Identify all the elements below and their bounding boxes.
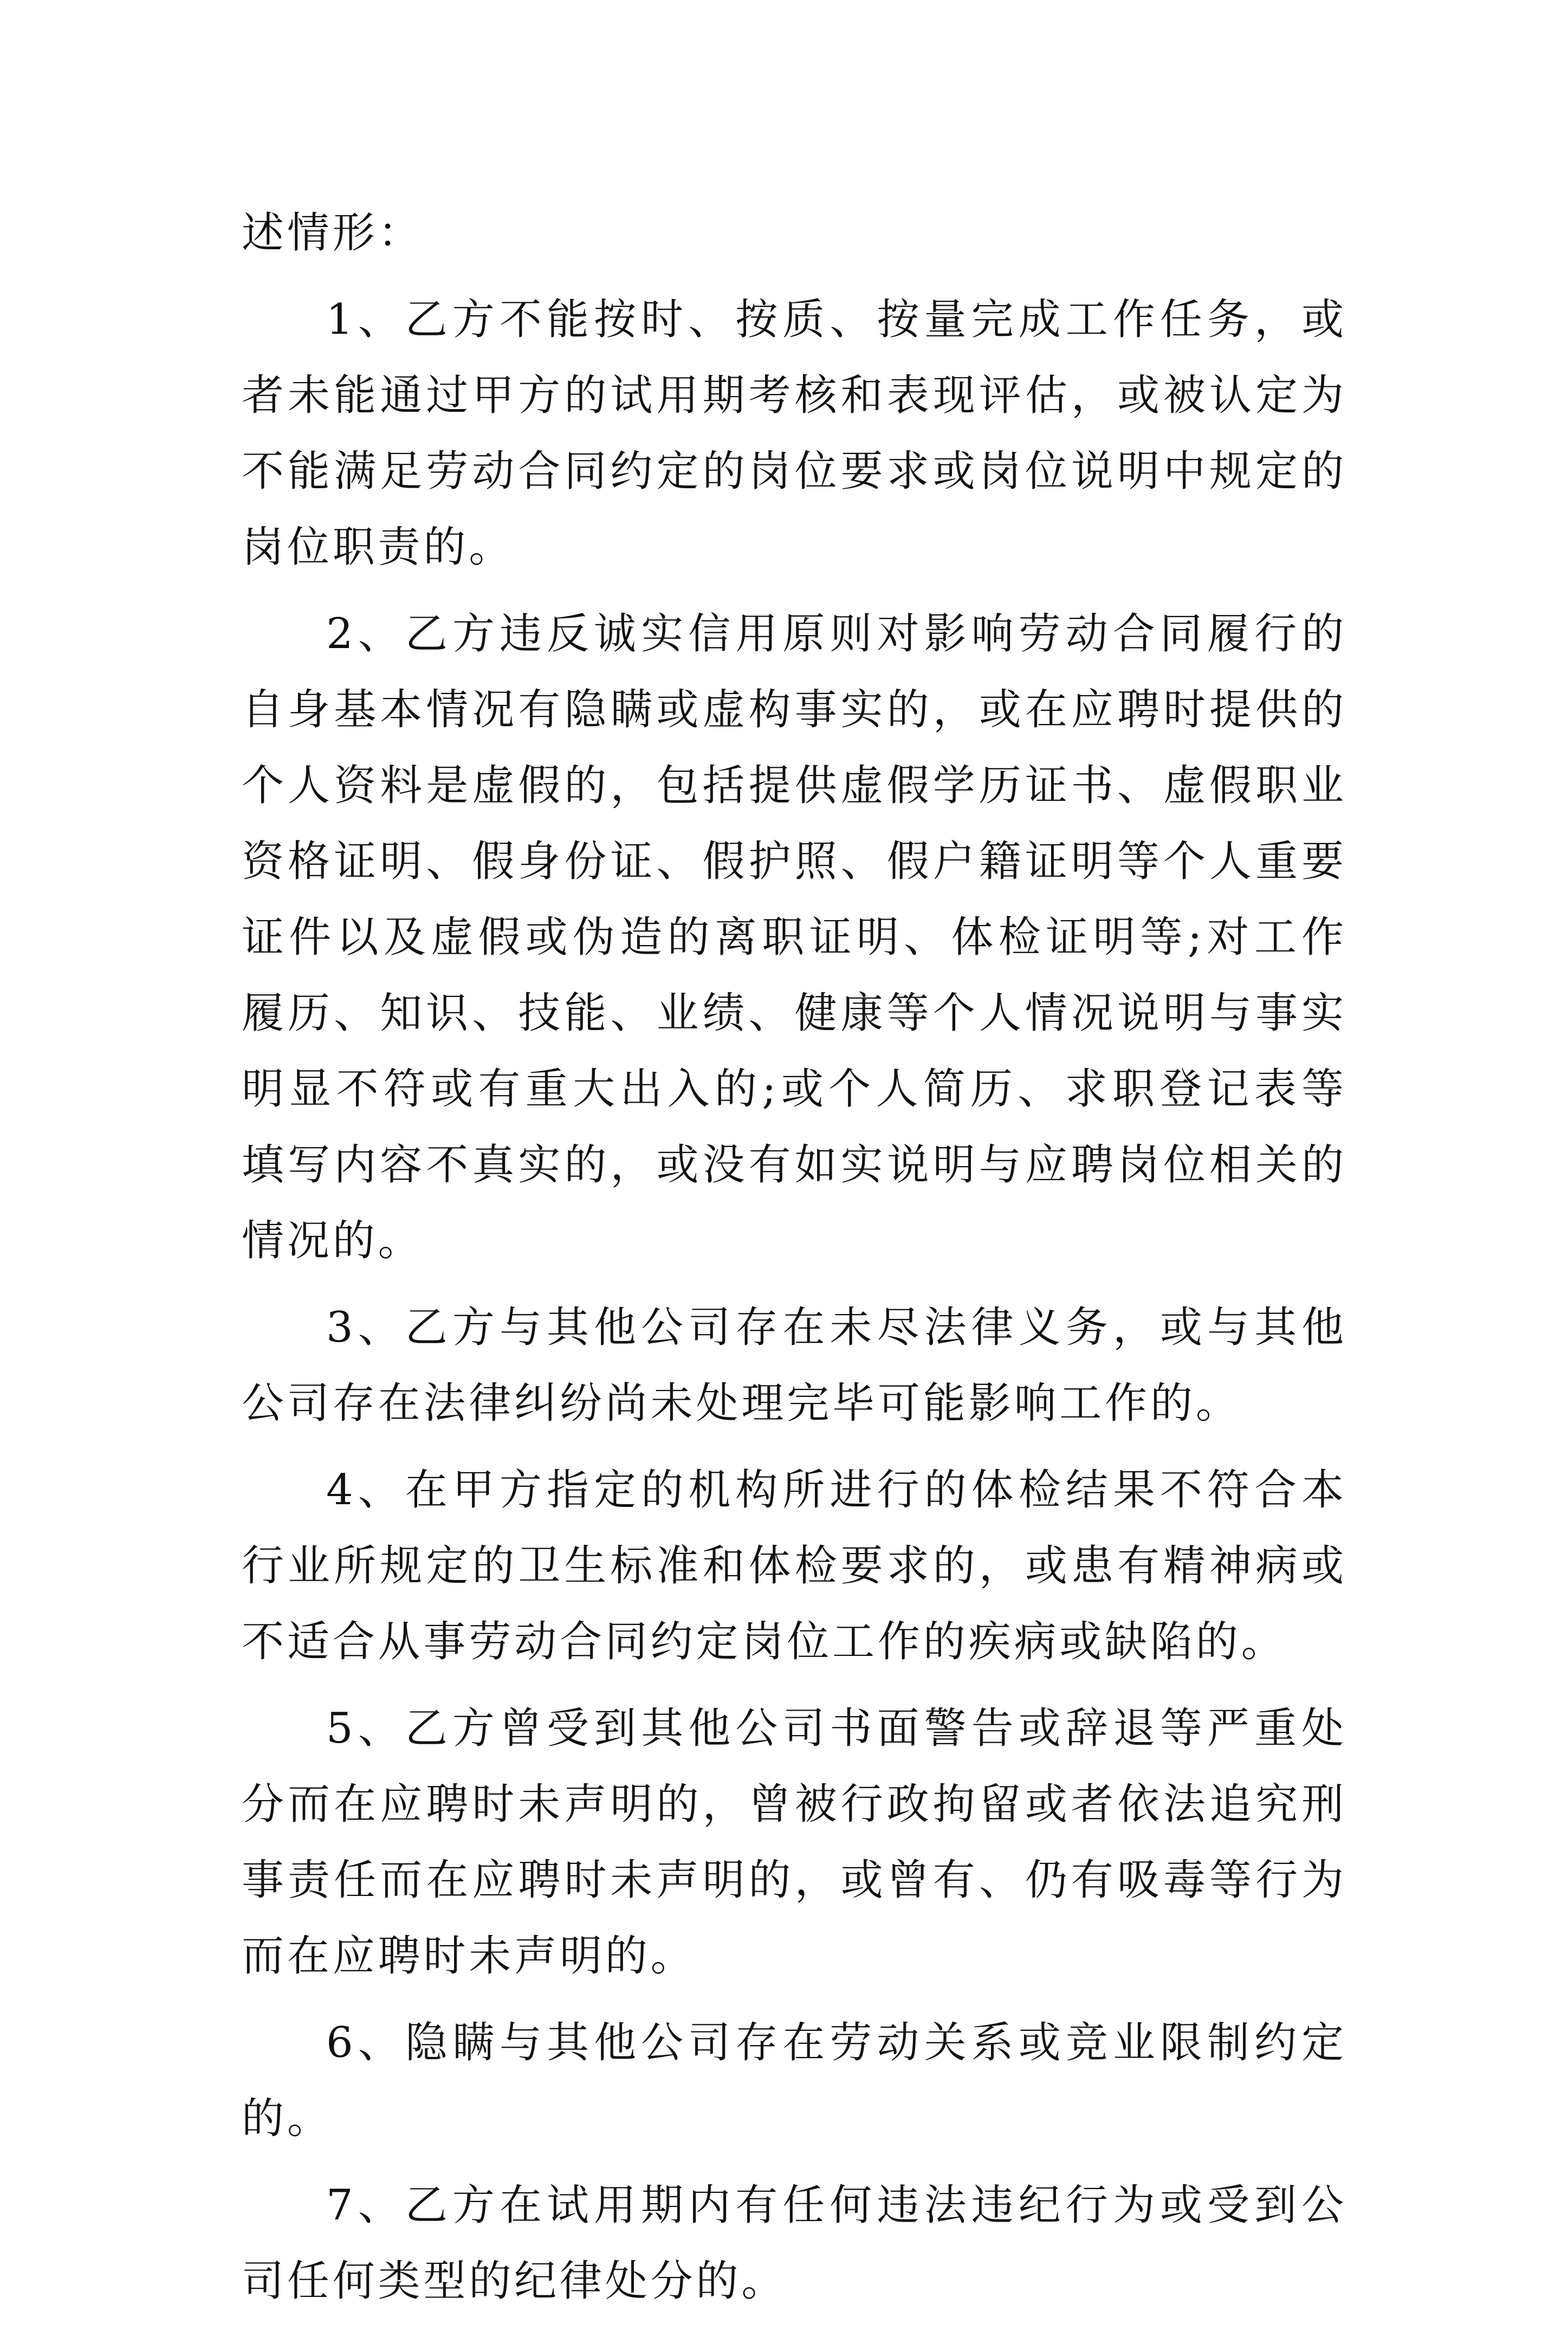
clause-4: 4、在甲方指定的机构所进行的体检结果不符合本行业所规定的卫生标准和体检要求的，或患有精神病或不适合从事劳动合同约定岗位工作的疾病或缺陷的。: [242, 1466, 1347, 1666]
clause-6: 6、隐瞒与其他公司存在劳动关系或竞业限制约定的。: [242, 2018, 1347, 2143]
paragraph-continuation: 述情形：: [242, 209, 424, 257]
clause-5: 5、乙方曾受到其他公司书面警告或辞退等严重处分而在应聘时未声明的，曾被行政拘留或者依法追究刑事责任而在应聘时未声明的，或曾有、仍有吸毒等行为而在应聘时未声明的。: [242, 1704, 1347, 1980]
document-page: [242, 195, 1347, 2330]
clause-3: 3、乙方与其他公司存在未尽法律义务，或与其他公司存在法律纠纷尚未处理完毕可能影响工作的。: [242, 1303, 1347, 1428]
clause-7: 7、乙方在试用期内有任何违法违纪行为或受到公司任何类型的纪律处分的。: [242, 2181, 1347, 2306]
clause-1: 1、乙方不能按时、按质、按量完成工作任务，或者未能通过甲方的试用期考核和表现评估，或被认定为不能满足劳动合同约定的岗位要求或岗位说明中规定的岗位职责的。: [242, 295, 1347, 572]
clause-2: 2、乙方违反诚实信用原则对影响劳动合同履行的自身基本情况有隐瞒或虚构事实的，或在应聘时提供的个人资料是虚假的，包括提供虚假学历证书、虚假职业资格证明、假身份证、假护照、假户籍证明等个人重要证件以及虚假或伪造的离职证明、体检证明等;对工作履历、知识、技能、业绩、健康等个人情况说明与事实明显不符或有重大出入的;或个人简历、求职登记表等填写内容不真实的，或没有如实说明与应聘岗位相关的情况的。: [242, 610, 1347, 1265]
